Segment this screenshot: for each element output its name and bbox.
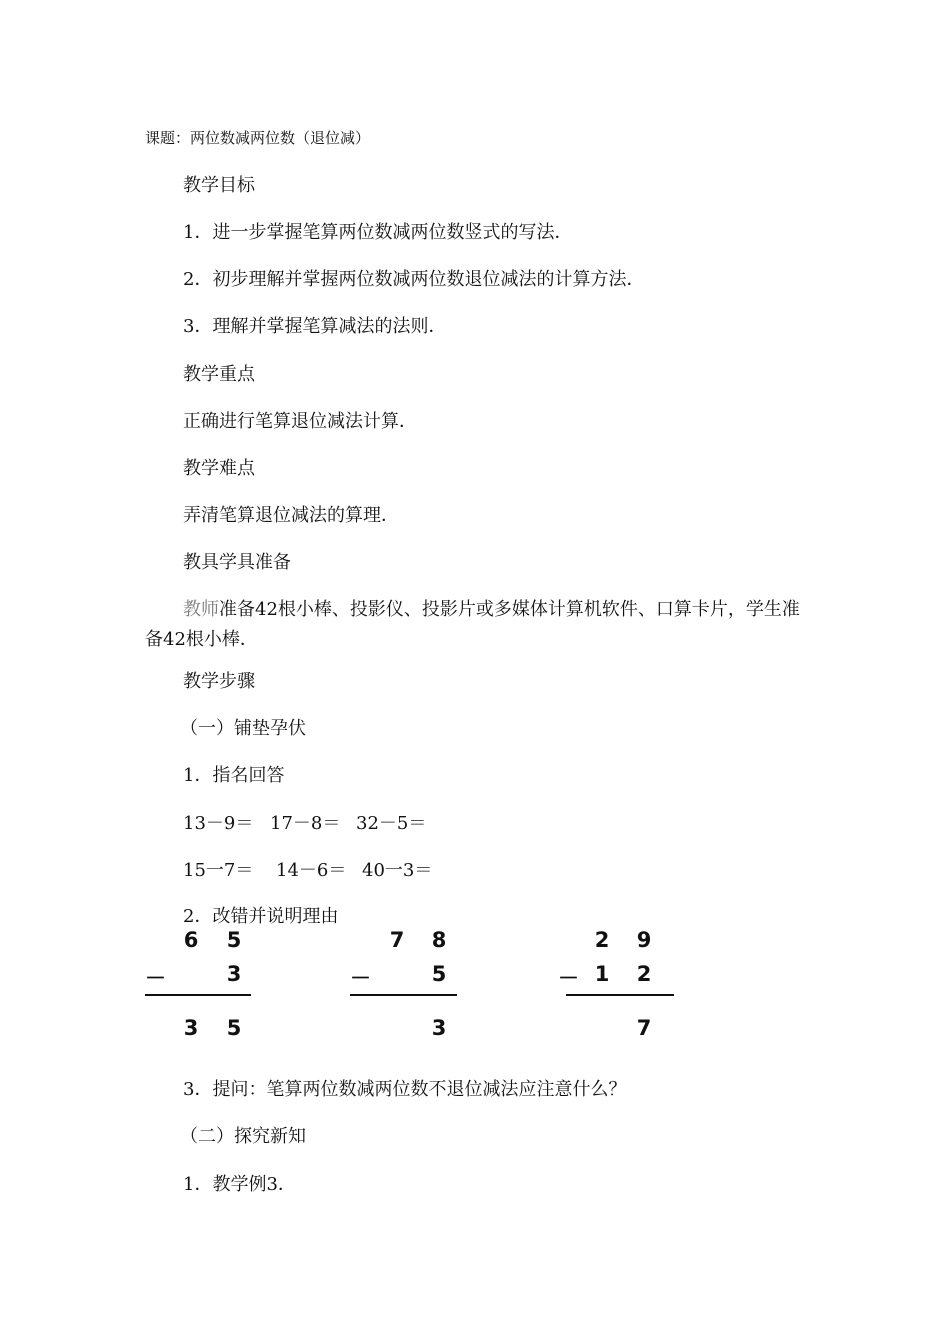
difficulty-text: 弄清笔算退位减法的算理． xyxy=(183,505,399,526)
digit: 5 xyxy=(226,1016,242,1040)
oral-calc-item: 15一7＝ xyxy=(183,860,254,881)
materials-paragraph xyxy=(145,595,815,655)
digit: 6 xyxy=(183,928,199,952)
digit: 3 xyxy=(183,1016,199,1040)
oral-calc-item: 32－5＝ xyxy=(356,813,427,834)
digit: 5 xyxy=(431,962,447,986)
objective-item: 1．进一步掌握笔算两位数减两位数竖式的写法． xyxy=(183,222,573,243)
oral-calc-item: 13－9＝ xyxy=(183,813,254,834)
sum-rule xyxy=(566,994,674,996)
digit: 1 xyxy=(594,962,610,986)
oral-calc-item: 40一3＝ xyxy=(362,860,433,881)
vertical-problem xyxy=(350,928,460,1038)
oral-calc-row xyxy=(183,860,432,882)
vertical-problem xyxy=(145,928,255,1038)
digit: 7 xyxy=(389,928,405,952)
key-point-heading: 教学重点 xyxy=(183,364,255,385)
key-point-text: 正确进行笔算退位减法计算． xyxy=(183,411,417,432)
minus-sign: － xyxy=(558,966,579,990)
objectives-heading: 教学目标 xyxy=(183,175,255,196)
part-two-heading: （二）探究新知 xyxy=(180,1126,306,1147)
digit: 2 xyxy=(636,962,652,986)
step-item: 3．提问：笔算两位数减两位数不退位减法应注意什么？ xyxy=(183,1079,627,1100)
objective-item: 2．初步理解并掌握两位数减两位数退位减法的计算方法． xyxy=(183,269,645,290)
digit: 5 xyxy=(226,928,242,952)
materials-text: 准备42根小棒、投影仪、投影片或多媒体计算机软件、口算卡片，学生准备42根小棒． xyxy=(145,599,800,650)
digit: 2 xyxy=(594,928,610,952)
lesson-title: 课题：两位数减两位数（退位减） xyxy=(145,129,371,147)
vertical-problem xyxy=(558,928,678,1038)
digit: 9 xyxy=(636,928,652,952)
oral-calc-item: 14－6＝ xyxy=(276,860,347,881)
digit: 3 xyxy=(226,962,242,986)
teacher-word: 教师 xyxy=(183,599,219,620)
steps-heading: 教学步骤 xyxy=(183,671,255,692)
digit: 7 xyxy=(636,1016,652,1040)
oral-calc-row xyxy=(183,813,426,835)
sum-rule xyxy=(350,994,457,996)
difficulty-heading: 教学难点 xyxy=(183,458,255,479)
step-item: 1．教学例3． xyxy=(183,1174,296,1195)
digit: 3 xyxy=(431,1016,447,1040)
objective-item: 3．理解并掌握笔算减法的法则． xyxy=(183,316,447,337)
digit: 8 xyxy=(431,928,447,952)
step-item: 2．改错并说明理由 xyxy=(183,906,339,927)
oral-calc-item: 17－8＝ xyxy=(270,813,341,834)
minus-sign: － xyxy=(350,966,371,990)
materials-heading: 教具学具准备 xyxy=(183,552,291,573)
part-one-heading: （一）铺垫孕伏 xyxy=(180,718,306,739)
minus-sign: － xyxy=(145,966,166,990)
step-item: 1．指名回答 xyxy=(183,765,285,786)
sum-rule xyxy=(145,994,251,996)
